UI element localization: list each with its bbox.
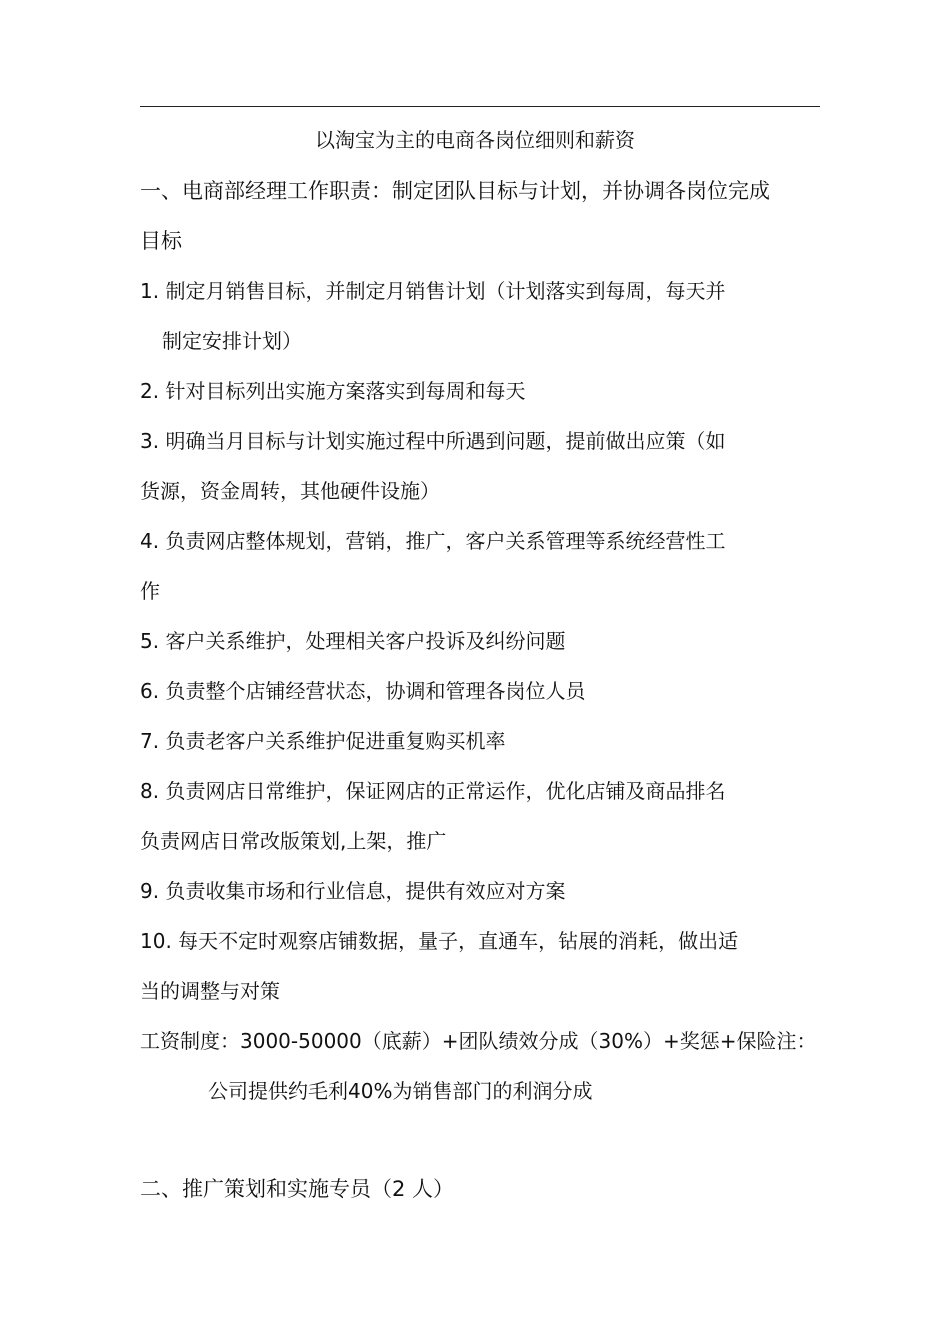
list-item: 7. 负责老客户关系维护促进重复购买机率 <box>140 729 506 753</box>
document-title: 以淘宝为主的电商各岗位细则和薪资 <box>315 128 635 152</box>
list-item: 4. 负责网店整体规划，营销，推广，客户关系管理等系统经营性工 <box>140 529 726 553</box>
list-item: 1. 制定月销售目标，并制定月销售计划（计划落实到每周，每天并 <box>140 279 726 303</box>
list-item: 9. 负责收集市场和行业信息，提供有效应对方案 <box>140 879 566 903</box>
salary-line2: 公司提供约毛利40%为销售部门的利润分成 <box>208 1079 593 1103</box>
list-item: 制定安排计划） <box>162 329 302 353</box>
list-item: 6. 负责整个店铺经营状态，协调和管理各岗位人员 <box>140 679 586 703</box>
list-item: 8. 负责网店日常维护，保证网店的正常运作，优化店铺及商品排名 <box>140 779 726 803</box>
list-item: 负责网店日常改版策划,上架，推广 <box>140 829 447 853</box>
top-rule <box>140 106 820 107</box>
list-item: 作 <box>140 579 160 603</box>
section1-heading-line2: 目标 <box>140 229 182 253</box>
list-item: 货源，资金周转，其他硬件设施） <box>140 479 440 503</box>
section1-heading-line1: 一、电商部经理工作职责：制定团队目标与计划，并协调各岗位完成 <box>140 179 770 203</box>
list-item: 5. 客户关系维护，处理相关客户投诉及纠纷问题 <box>140 629 566 653</box>
section2-heading: 二、推广策划和实施专员（2 人） <box>140 1177 455 1201</box>
list-item: 3. 明确当月目标与计划实施过程中所遇到问题，提前做出应策（如 <box>140 429 726 453</box>
salary-line1: 工资制度：3000-50000（底薪）+团队绩效分成（30%）+奖惩+保险注： <box>140 1029 817 1053</box>
list-item: 当的调整与对策 <box>140 979 280 1003</box>
list-item: 10. 每天不定时观察店铺数据，量子，直通车，钻展的消耗，做出适 <box>140 929 739 953</box>
list-item: 2. 针对目标列出实施方案落实到每周和每天 <box>140 379 526 403</box>
